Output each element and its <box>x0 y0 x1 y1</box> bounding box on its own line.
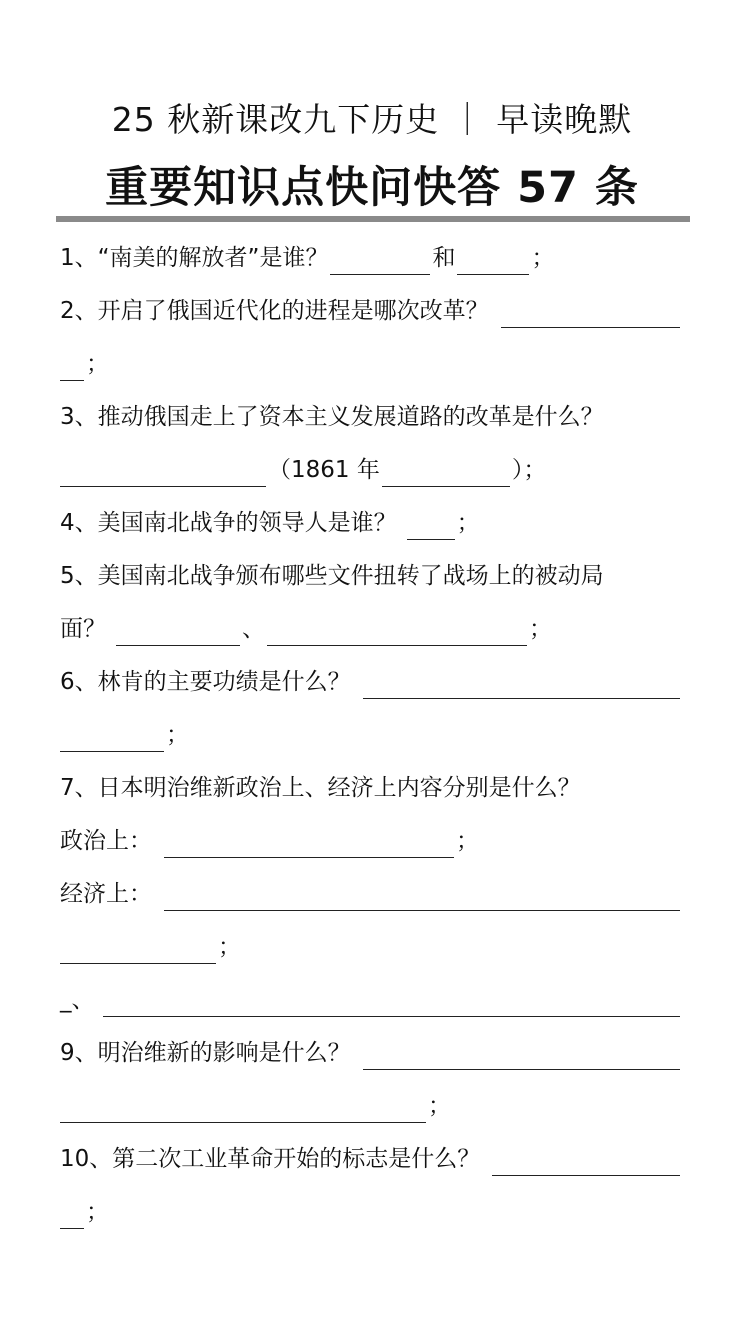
answer-blank[interactable] <box>492 1149 680 1176</box>
answer-blank[interactable] <box>103 990 681 1017</box>
question-3-text: 3、推动俄国走上了资本主义发展道路的改革是什么？ <box>60 404 604 430</box>
question-5-sep: 、 <box>242 616 265 642</box>
question-6-continued <box>60 712 682 752</box>
question-2 <box>60 288 682 328</box>
question-4-end: ； <box>456 510 480 536</box>
question-10-end: ； <box>86 1199 109 1225</box>
question-5 <box>60 553 682 593</box>
question-7-economy-continued <box>60 924 682 964</box>
question-3 <box>60 394 682 434</box>
answer-blank[interactable] <box>363 1043 680 1070</box>
answer-blank[interactable] <box>363 672 680 699</box>
question-7 <box>60 765 682 805</box>
question-9-continued <box>60 1083 682 1123</box>
question-2-continued <box>60 341 682 381</box>
answer-blank[interactable] <box>457 248 529 275</box>
question-8-prefix: _、 <box>60 987 95 1013</box>
title-divider <box>56 216 690 222</box>
question-1 <box>60 235 682 275</box>
question-10-continued <box>60 1189 682 1229</box>
answer-blank[interactable] <box>382 460 510 487</box>
question-2-end: ； <box>86 351 109 377</box>
header-subtitle: 25 秋新课改九下历史 ｜ 早读晚默 <box>111 100 633 139</box>
question-10-text: 10、第二次工业革命开始的标志是什么？ <box>60 1146 481 1172</box>
question-7-text: 7、日本明治维新政治上、经济上内容分别是什么？ <box>60 775 581 801</box>
question-1-and: 和 <box>432 245 456 271</box>
question-1-end: ； <box>531 245 555 271</box>
question-9 <box>60 1030 682 1070</box>
question-7-economy-end: ； <box>218 934 241 960</box>
answer-blank[interactable] <box>501 301 680 328</box>
answer-blank[interactable] <box>164 884 680 911</box>
answer-blank[interactable] <box>164 831 454 858</box>
answer-blank[interactable] <box>116 619 240 646</box>
question-10 <box>60 1136 682 1176</box>
question-5-cont: 面？ <box>60 616 106 642</box>
question-8-fragment <box>60 977 682 1017</box>
answer-blank[interactable] <box>60 460 266 487</box>
question-4 <box>60 500 682 540</box>
question-7-politics-end: ； <box>456 828 479 854</box>
question-4-text: 4、美国南北战争的领导人是谁？ <box>60 510 397 536</box>
question-9-end: ； <box>428 1093 451 1119</box>
page-title: 重要知识点快问快答 57 条 <box>105 163 639 213</box>
question-1-text: 1、“南美的解放者”是谁？ <box>60 245 329 271</box>
question-2-text: 2、开启了俄国近代化的进程是哪次改革？ <box>60 298 489 324</box>
question-5-text: 5、美国南北战争颁布哪些文件扭转了战场上的被动局 <box>60 563 604 589</box>
answer-blank[interactable] <box>60 937 216 964</box>
answer-blank[interactable] <box>60 1202 84 1229</box>
answer-blank[interactable] <box>407 513 455 540</box>
question-5-end: ； <box>529 616 552 642</box>
question-7-politics-label: 政治上： <box>60 828 152 854</box>
question-6-end: ； <box>166 722 189 748</box>
question-6-text: 6、林肯的主要功绩是什么？ <box>60 669 351 695</box>
question-7-economy <box>60 871 682 911</box>
question-3-paren-open: （1861 年 <box>268 457 380 483</box>
answer-blank[interactable] <box>60 725 164 752</box>
question-3-paren-close: ）； <box>511 457 547 483</box>
question-6 <box>60 659 682 699</box>
question-7-economy-label: 经济上： <box>60 881 152 907</box>
question-5-continued <box>60 606 682 646</box>
answer-blank[interactable] <box>60 354 84 381</box>
answer-blank[interactable] <box>267 619 527 646</box>
answer-blank[interactable] <box>330 248 430 275</box>
question-3-continued <box>60 447 682 487</box>
question-7-politics <box>60 818 682 858</box>
question-9-text: 9、明治维新的影响是什么？ <box>60 1040 351 1066</box>
answer-blank[interactable] <box>60 1096 426 1123</box>
